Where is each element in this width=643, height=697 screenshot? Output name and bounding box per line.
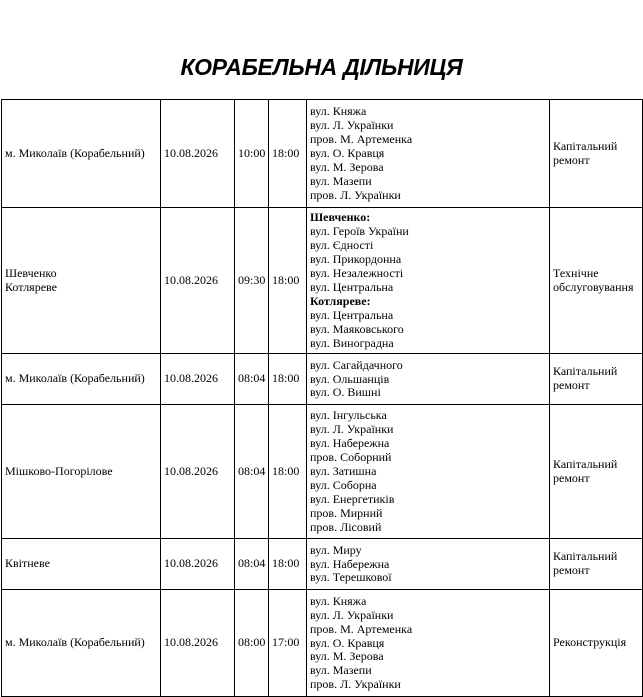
streets-list [310,408,546,534]
streets-list [310,210,546,350]
work-type-cell: Реконструкція [550,590,643,697]
location-text: м. Миколаїв (Корабельний) [5,635,145,650]
street-item: вул. Затишна [310,464,377,479]
table-row [2,354,643,405]
table-row [2,405,643,539]
end-time-cell: 18:00 [269,100,307,208]
street-item: вул. Енергетиків [310,491,395,506]
street-item: вул. Прикордонна [310,252,402,267]
streets-cell [307,405,550,539]
date-cell: 10.08.2026 [161,405,235,539]
work-type-cell: Капітальний ремонт [550,405,643,539]
street-item: вул. Ольшанців [310,371,390,386]
street-item: вул. Княжа [310,593,367,608]
streets-list [310,358,546,401]
streets-list [310,543,546,586]
work-type-cell: Капітальний ремонт [550,354,643,405]
street-item: вул. М. Зерова [310,159,384,174]
table-row [2,590,643,697]
start-time-cell: 08:04 [235,405,269,539]
street-item: вул. Центральна [310,307,394,322]
table-row [2,539,643,590]
street-item: вул. Центральна [310,280,394,294]
street-item: пров. М. Артеменка [310,132,413,147]
start-time-cell: 08:04 [235,354,269,405]
street-item: вул. Виноградна [310,335,394,350]
street-item: вул. Інгульська [310,408,387,423]
date-cell: 10.08.2026 [161,539,235,590]
date-cell: 10.08.2026 [161,354,235,405]
street-item: вул. Л. Українки [310,118,394,133]
table-row [2,208,643,354]
street-item: вул. Соборна [310,477,377,492]
street-item: пров. Мирний [310,505,383,520]
street-group-heading: Шевченко: [310,210,371,225]
page-title: КОРАБЕЛЬНА ДІЛЬНИЦЯ [180,54,463,80]
location-text: м. Миколаїв (Корабельний) [5,145,145,160]
street-item: вул. Мазепи [310,173,372,188]
end-time-cell: 17:00 [269,590,307,697]
end-time-cell: 18:00 [269,354,307,405]
street-item: пров. Соборний [310,450,392,465]
street-item: пров. Л. Українки [310,677,401,692]
start-time-cell: 10:00 [235,100,269,208]
streets-list [310,594,546,692]
location-text: м. Миколаїв (Корабельний) [5,371,145,386]
streets-list [310,104,546,202]
location-cell [2,405,161,539]
date-cell: 10.08.2026 [161,208,235,354]
streets-cell [307,100,550,208]
street-item: пров. Лісовий [310,519,382,534]
schedule-table [1,99,643,697]
street-item: вул. Набережна [310,436,390,451]
table-row [2,100,643,208]
end-time-cell: 18:00 [269,405,307,539]
location-text: Мішково-Погорілове [5,463,113,478]
start-time-cell: 09:30 [235,208,269,354]
streets-cell [307,354,550,405]
street-item: вул. Миру [310,542,362,557]
date-cell: 10.08.2026 [161,590,235,697]
streets-cell [307,590,550,697]
street-item: вул. О. Кравця [310,635,385,650]
street-item: вул. Л. Українки [310,607,394,622]
streets-cell [307,539,550,590]
street-item: пров. М. Артеменка [310,621,413,636]
location-cell [2,590,161,697]
street-item: вул. Єдності [310,238,374,253]
end-time-cell: 18:00 [269,539,307,590]
start-time-cell: 08:04 [235,539,269,590]
work-type-cell: Технічне обслуговування [550,208,643,354]
work-type-cell: Капітальний ремонт [550,100,643,208]
street-item: вул. О. Вишні [310,385,381,400]
streets-cell [307,208,550,354]
street-item: вул. Терешкової [310,570,392,585]
start-time-cell: 08:00 [235,590,269,697]
date-cell: 10.08.2026 [161,100,235,208]
end-time-cell: 18:00 [269,208,307,354]
street-item: вул. Л. Українки [310,422,394,437]
work-type-cell: Капітальний ремонт [550,539,643,590]
location-cell [2,354,161,405]
street-item: вул. М. Зерова [310,649,384,664]
street-item: вул. Незалежності [310,266,404,281]
location-cell [2,100,161,208]
street-item: пров. Л. Українки [310,187,401,202]
street-item: вул. Маяковського [310,321,404,336]
location-text: Квітневе [5,556,50,571]
street-item: вул. Набережна [310,556,390,571]
schedule-table-body [2,100,643,697]
street-item: вул. О. Кравця [310,146,385,161]
street-group-heading: Котляреве: [310,293,371,308]
street-item: вул. Мазепи [310,663,372,678]
location-text: Шевченко [5,265,57,280]
street-item: вул. Героїв України [310,224,409,239]
location-text: Котляреве [5,279,57,294]
location-cell [2,539,161,590]
location-cell [2,208,161,354]
street-item: вул. Сагайдачного [310,357,403,372]
street-item: вул. Княжа [310,104,367,119]
